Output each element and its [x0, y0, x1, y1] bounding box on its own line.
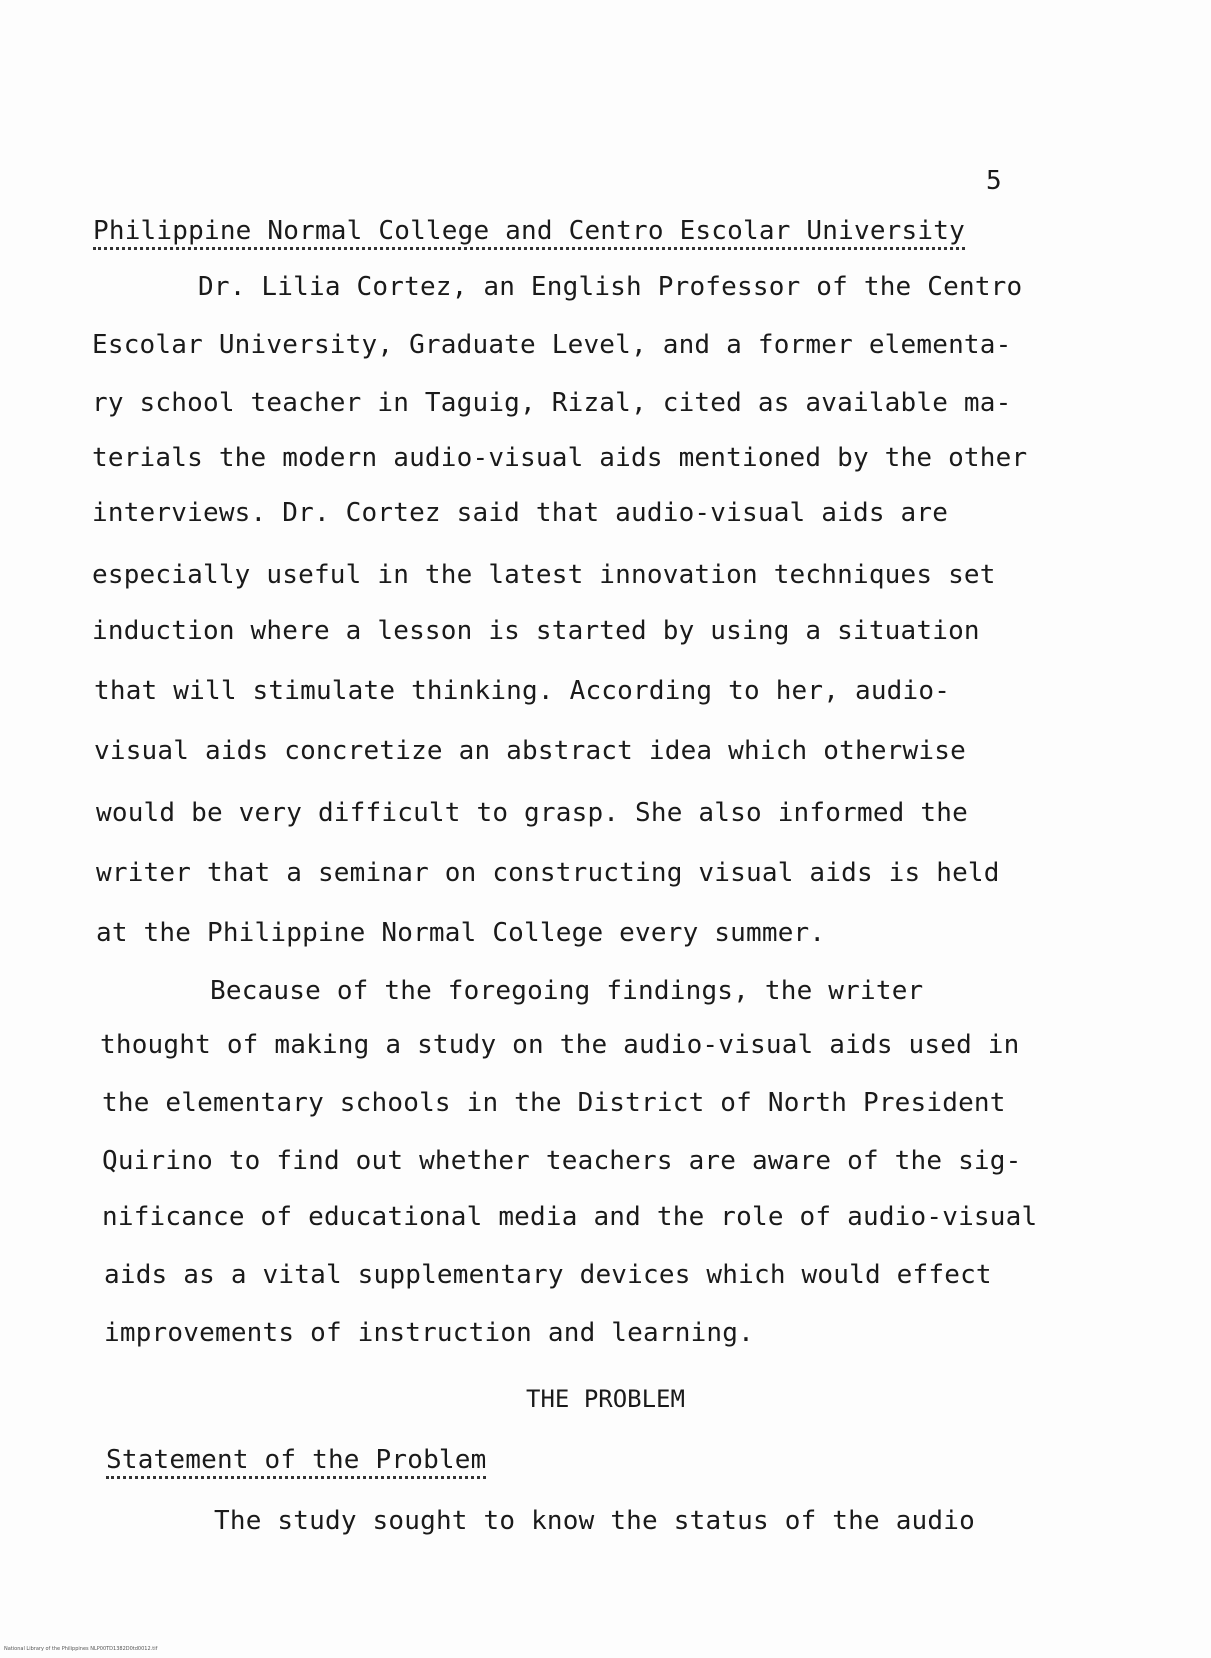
paragraph-line: the elementary schools in the District of North President [102, 1088, 1006, 1118]
paragraph-line: nificance of educational media and the role of audio-visual [102, 1202, 1038, 1232]
section-heading-pnc-ceu: Philippine Normal College and Centro Escolar University [93, 216, 965, 250]
paragraph-line: visual aids concretize an abstract idea which otherwise [94, 736, 966, 766]
problem-heading: THE PROBLEM [526, 1385, 685, 1413]
paragraph-line: terials the modern audio-visual aids mentioned by the other [92, 443, 1028, 473]
paragraph-line: Quirino to find out whether teachers are aware of the sig- [102, 1146, 1022, 1176]
paragraph-line: especially useful in the latest innovation techniques set [92, 560, 996, 590]
paragraph-line: at the Philippine Normal College every summer. [96, 918, 826, 948]
paragraph-line: that will stimulate thinking. According to her, audio- [94, 676, 951, 706]
paragraph-line: aids as a vital supplementary devices which would effect [104, 1260, 992, 1290]
paragraph-line: improvements of instruction and learning. [104, 1318, 754, 1348]
paragraph-line: Dr. Lilia Cortez, an English Professor of the Centro [198, 272, 1023, 302]
paragraph-line: Escolar University, Graduate Level, and a former elementa- [92, 330, 1012, 360]
page-number: 5 [986, 166, 1002, 196]
paragraph-line: writer that a seminar on constructing visual aids is held [96, 858, 1000, 888]
section-heading-statement: Statement of the Problem [106, 1445, 486, 1479]
paragraph-line: induction where a lesson is started by using a situation [92, 616, 980, 646]
paragraph-line: would be very difficult to grasp. She also informed the [96, 798, 968, 828]
paragraph-line: interviews. Dr. Cortez said that audio-visual aids are [92, 498, 949, 528]
paragraph-line: thought of making a study on the audio-visual aids used in [100, 1030, 1020, 1060]
paragraph-line: The study sought to know the status of the audio [214, 1506, 975, 1536]
paragraph-line: ry school teacher in Taguig, Rizal, cited as available ma- [92, 388, 1012, 418]
paragraph-line: Because of the foregoing findings, the writer [210, 976, 924, 1006]
scan-footer-label: National Library of the Philippines NLP00TD1382D0td0012.tif [4, 1646, 158, 1652]
